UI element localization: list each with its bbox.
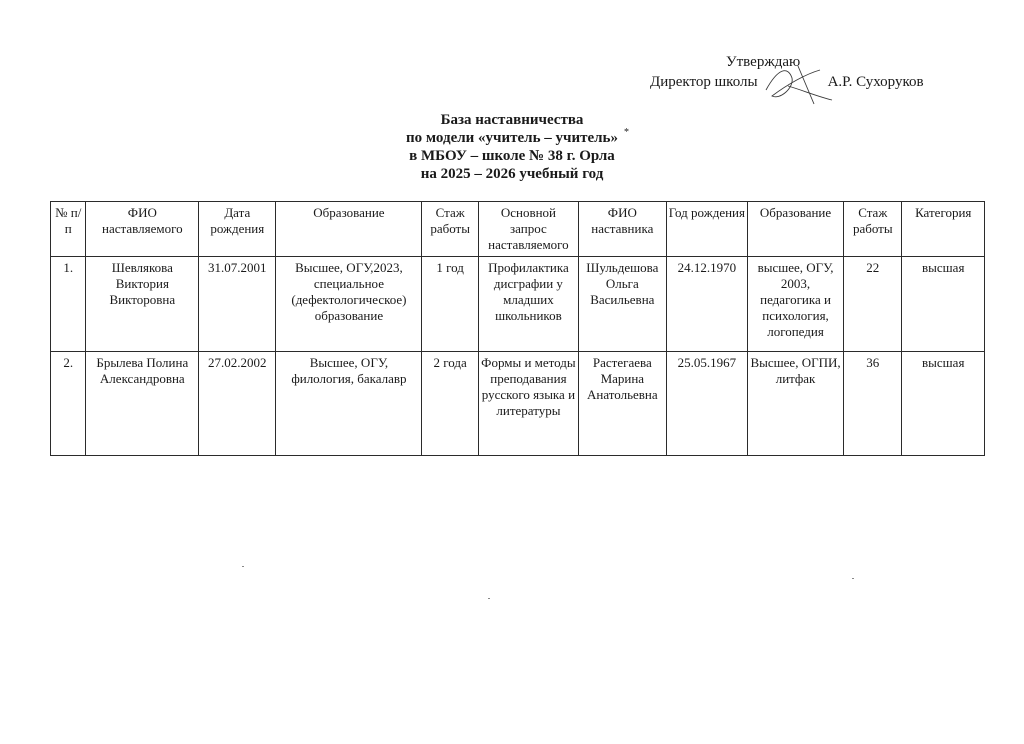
table-row	[51, 257, 985, 352]
header-mentor-birth-year: Год рождения	[666, 202, 747, 257]
signature-image	[758, 60, 838, 106]
mentee-birth-date: 31.07.2001	[199, 257, 276, 352]
director-name: А.Р. Сухоруков	[827, 74, 924, 90]
header-main-request: Основной запрос наставляемого	[478, 202, 578, 257]
header-mentee-education: Образование	[276, 202, 422, 257]
mentor-category: высшая	[902, 352, 985, 456]
mentor-birth-year: 25.05.1967	[666, 352, 747, 456]
header-birth-date: Дата рождения	[199, 202, 276, 257]
mentor-name: Растегаева Марина Анатольевна	[579, 352, 667, 456]
header-mentor-experience: Стаж работы	[844, 202, 902, 257]
title-asterisk: *	[624, 127, 629, 138]
mentor-category: высшая	[902, 257, 985, 352]
header-category: Категория	[902, 202, 985, 257]
scan-speck	[852, 578, 854, 579]
header-number: № п/п	[51, 202, 86, 257]
main-request: Профилактика дисграфии у младших школьников	[478, 257, 578, 352]
row-number: 2.	[51, 352, 86, 456]
document-title	[0, 111, 1024, 183]
title-line-4: на 2025 – 2026 учебный год	[420, 166, 604, 182]
mentor-education: Высшее, ОГПИ, литфак	[748, 352, 844, 456]
title-line-1: База наставничества	[440, 112, 584, 128]
mentor-experience: 36	[844, 352, 902, 456]
header-mentee-name: ФИО наставляемого	[86, 202, 199, 257]
mentor-education: высшее, ОГУ, 2003, педагогика и психология, логопедия	[748, 257, 844, 352]
row-number: 1.	[51, 257, 86, 352]
director-position: Директор школы	[650, 74, 758, 90]
mentee-birth-date: 27.02.2002	[199, 352, 276, 456]
main-request: Формы и методы преподавания русского языка и литературы	[478, 352, 578, 456]
mentee-experience: 1 год	[422, 257, 478, 352]
table-header-row	[51, 202, 985, 257]
mentor-name: Шульдешова Ольга Васильевна	[579, 257, 667, 352]
mentee-name: Шевлякова Виктория Викторовна	[86, 257, 199, 352]
approval-word: Утверждаю	[726, 54, 801, 70]
mentee-education: Высшее, ОГУ,2023, специальное (дефектологическое) образование	[276, 257, 422, 352]
mentor-birth-year: 24.12.1970	[666, 257, 747, 352]
header-mentor-name: ФИО наставника	[579, 202, 667, 257]
mentorship-table	[50, 201, 985, 456]
mentor-experience: 22	[844, 257, 902, 352]
scan-speck	[242, 566, 244, 567]
header-mentee-experience: Стаж работы	[422, 202, 478, 257]
title-line-3: в МБОУ – школе № 38 г. Орла	[409, 148, 615, 164]
table-row	[51, 352, 985, 456]
mentee-name: Брылева Полина Александровна	[86, 352, 199, 456]
title-line-2: по модели «учитель – учитель»	[406, 130, 618, 146]
mentee-education: Высшее, ОГУ, филология, бакалавр	[276, 352, 422, 456]
mentee-experience: 2 года	[422, 352, 478, 456]
scan-speck	[488, 598, 490, 599]
header-mentor-education: Образование	[748, 202, 844, 257]
